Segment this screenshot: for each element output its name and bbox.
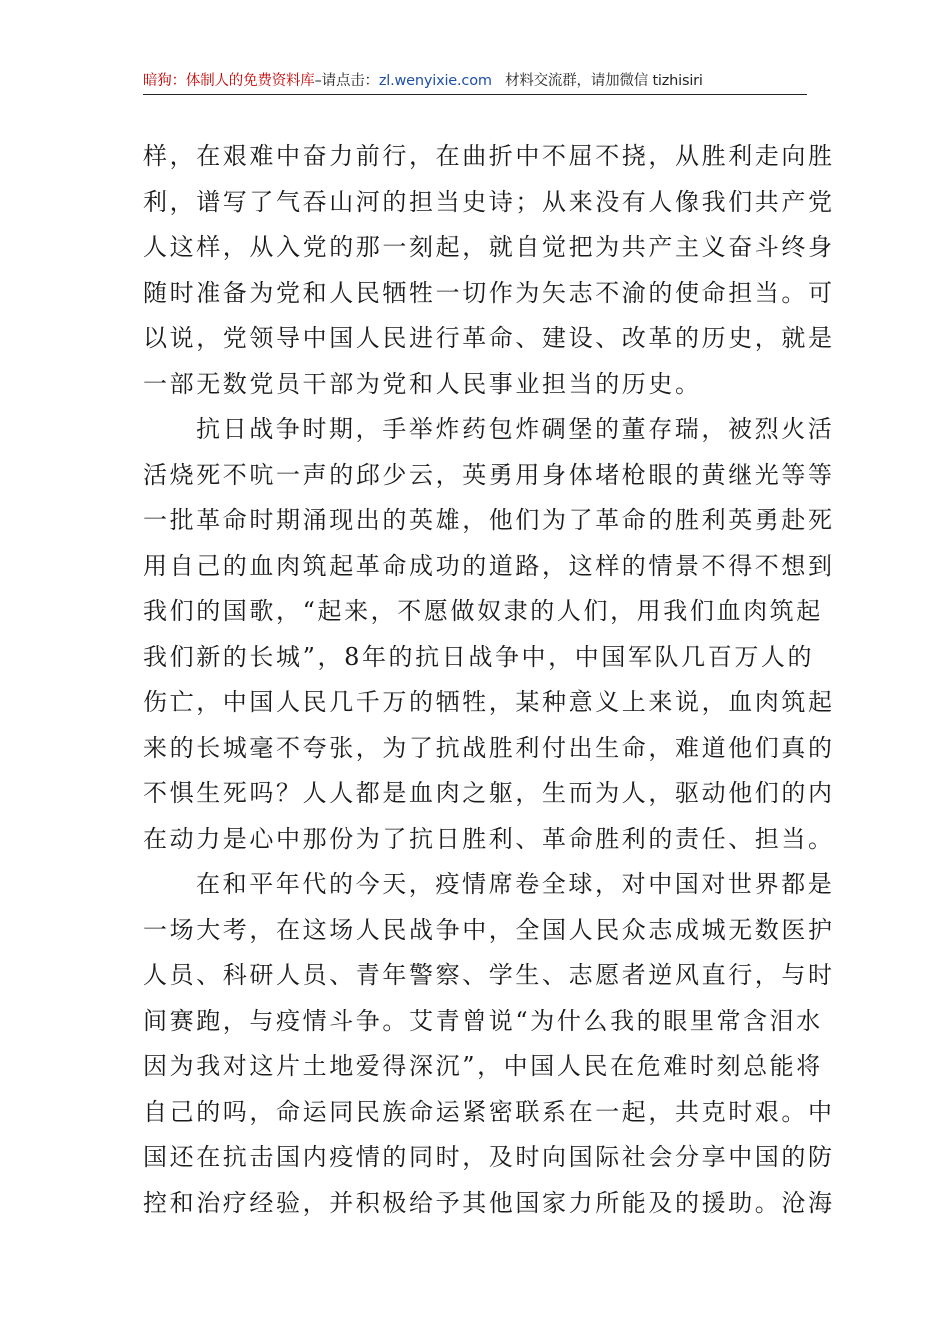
- text-line: 在动力是心中那份为了抗日胜利、革命胜利的责任、担当。: [143, 824, 835, 853]
- header-url-link[interactable]: zl.wenyixie.com: [378, 73, 492, 89]
- text-line: 自己的吗，命运同民族命运紧密联系在一起，共克时艰。中: [143, 1097, 835, 1126]
- header-site-name: 暗狗：体制人的免费资料库: [143, 73, 315, 89]
- text-line: 伤亡，中国人民几千万的牺牲，某种意义上来说，血肉筑起: [143, 688, 835, 716]
- text-line: 一场大考，在这场人民战争中，全国人民众志成城无数医护: [143, 915, 835, 944]
- text-line: 不惧生死吗？人人都是血肉之躯，生而为人，驱动他们的内: [143, 779, 835, 807]
- text-line: 一部无数党员干部为党和人民事业担当的历史。: [143, 369, 702, 398]
- text-line: 我们的国歌，“起来，不愿做奴隶的人们，用我们血肉筑起: [143, 597, 823, 625]
- document-body: [143, 134, 835, 1226]
- header-prompt: –请点击：: [314, 73, 379, 89]
- text-line: 随时准备为党和人民牺牲一切作为矢志不渝的使命担当。可: [143, 278, 835, 307]
- paragraph-3: [143, 862, 835, 1226]
- text-line: 控和治疗经验，并积极给予其他国家力所能及的援助。沧海: [143, 1188, 835, 1217]
- text-line: 用自己的血肉筑起革命成功的道路，这样的情景不得不想到: [143, 551, 835, 580]
- text-line: 活烧死不吭一声的邱少云，英勇用身体堵枪眼的黄继光等等: [143, 460, 835, 489]
- text-line: 样，在艰难中奋力前行，在曲折中不屈不挠，从胜利走向胜: [143, 142, 835, 170]
- text-line: 间赛跑，与疫情斗争。艾青曾说“为什么我的眼里常含泪水: [143, 1006, 823, 1035]
- paragraph-2: [143, 407, 835, 862]
- text-line: 人员、科研人员、青年警察、学生、志愿者逆风直行，与时: [143, 961, 835, 989]
- text-line: 因为我对这片土地爱得深沉”，中国人民在危难时刻总能将: [143, 1052, 823, 1080]
- text-line: 以说，党领导中国人民进行革命、建设、改革的历史，就是: [143, 324, 835, 352]
- text-line: 一批革命时期涌现出的英雄，他们为了革命的胜利英勇赴死: [143, 506, 835, 534]
- text-line: 来的长城毫不夸张，为了抗战胜利付出生命，难道他们真的: [143, 733, 835, 762]
- text-line: 我们新的长城”，8年的抗日战争中，中国军队几百万人的: [143, 642, 815, 671]
- text-line: 在和平年代的今天，疫情席卷全球，对中国对世界都是: [196, 870, 835, 898]
- page-header: [143, 68, 807, 95]
- text-line: 抗日战争时期，手举炸药包炸碉堡的董存瑞，被烈火活: [196, 415, 835, 443]
- paragraph-1: [143, 134, 835, 407]
- text-line: 人这样，从入党的那一刻起，就自觉把为共产主义奋斗终身: [143, 233, 835, 261]
- header-contact: 材料交流群，请加微信 tizhisiri: [505, 73, 703, 89]
- text-line: 国还在抗击国内疫情的同时，及时向国际社会分享中国的防: [143, 1143, 835, 1171]
- text-line: 利，谱写了气吞山河的担当史诗；从来没有人像我们共产党: [143, 187, 835, 216]
